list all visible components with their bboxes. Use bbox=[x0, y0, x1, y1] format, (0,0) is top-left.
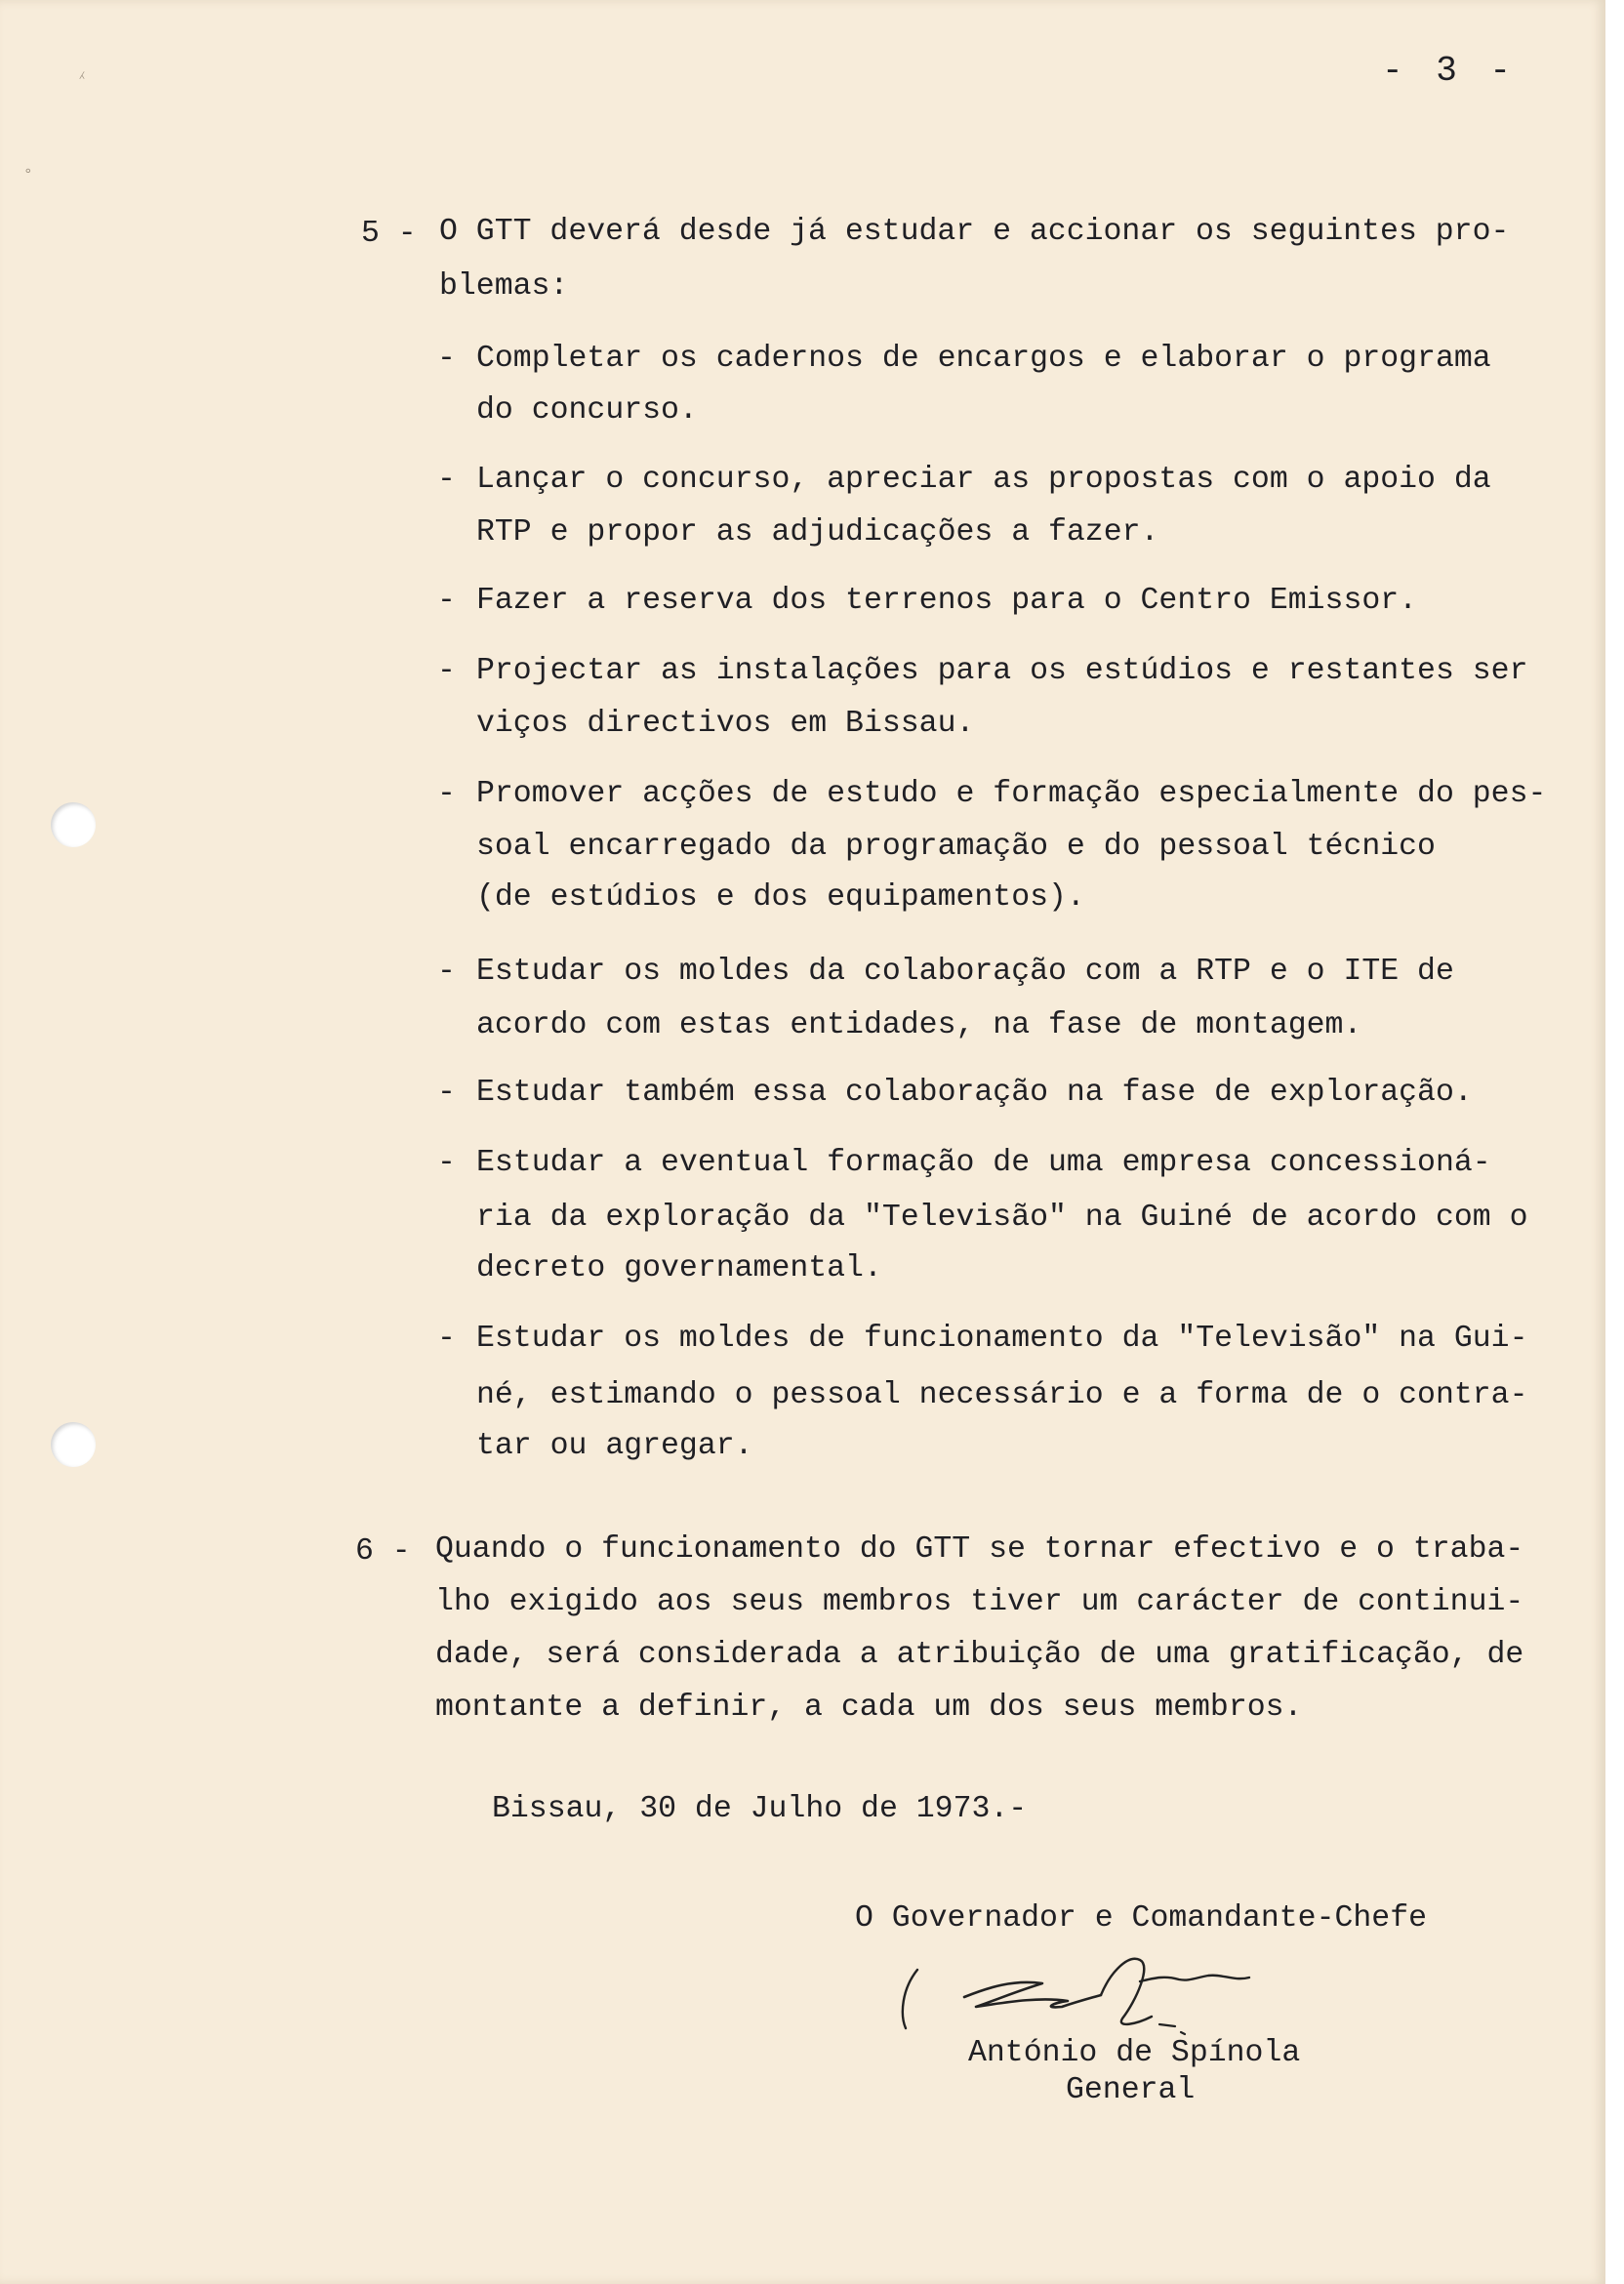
list-dash: - bbox=[437, 1146, 456, 1180]
punch-hole bbox=[51, 802, 96, 847]
list-item-line: Lançar o concurso, apreciar as propostas com o apoio da bbox=[476, 463, 1491, 497]
section-number: 6 - bbox=[355, 1534, 411, 1569]
signatory-name: António de Spínola bbox=[968, 2036, 1301, 2070]
list-item-line: Estudar a eventual formação de uma empresa concessioná- bbox=[476, 1146, 1491, 1180]
list-item-line: decreto governamental. bbox=[476, 1251, 882, 1285]
list-dash: - bbox=[437, 777, 456, 811]
list-dash: - bbox=[437, 1076, 456, 1110]
section-text-line: Quando o funcionamento do GTT se tornar efectivo e o traba- bbox=[435, 1532, 1524, 1567]
section-text-line: montante a definir, a cada um dos seus membros. bbox=[435, 1691, 1303, 1725]
section-text-line: dade, será considerada a atribuição de uma gratificação, de bbox=[435, 1638, 1524, 1672]
list-item-line: RTP e propor as adjudicações a fazer. bbox=[476, 515, 1159, 550]
list-item-line: Completar os cadernos de encargos e elaborar o programa bbox=[476, 342, 1491, 376]
list-dash: - bbox=[437, 584, 456, 618]
list-item-line: Promover acções de estudo e formação especialmente do pes- bbox=[476, 777, 1547, 811]
section-text-line: lho exigido aos seus membros tiver um carácter de continui- bbox=[435, 1585, 1524, 1619]
section-number: 5 - bbox=[361, 217, 417, 251]
list-item-line: viços directivos em Bissau. bbox=[476, 707, 975, 741]
list-item-line: (de estúdios e dos equipamentos). bbox=[476, 880, 1085, 915]
list-dash: - bbox=[437, 463, 456, 497]
signatory-rank: General bbox=[1066, 2073, 1196, 2107]
list-dash: - bbox=[437, 342, 456, 376]
page-edge bbox=[1605, 0, 1624, 2284]
list-item-line: Projectar as instalações para os estúdios e restantes ser bbox=[476, 654, 1528, 688]
list-item-line: do concurso. bbox=[476, 393, 698, 428]
handwritten-signature bbox=[896, 1942, 1316, 2040]
list-dash: - bbox=[437, 955, 456, 989]
section-text-line: O GTT deverá desde já estudar e accionar os seguintes pro- bbox=[439, 215, 1510, 249]
punch-hole bbox=[51, 1422, 96, 1467]
list-item-line: tar ou agregar. bbox=[476, 1429, 753, 1463]
smudge-mark: ° bbox=[23, 166, 33, 184]
list-item-line: né, estimando o pessoal necessário e a forma de o contra- bbox=[476, 1378, 1528, 1412]
list-item-line: Fazer a reserva dos terrenos para o Centro Emissor. bbox=[476, 584, 1418, 618]
list-dash: - bbox=[437, 654, 456, 688]
list-item-line: Estudar os moldes de funcionamento da "Televisão" na Gui- bbox=[476, 1322, 1528, 1356]
list-item-line: Estudar também essa colaboração na fase de exploração. bbox=[476, 1076, 1473, 1110]
list-item-line: acordo com estas entidades, na fase de montagem. bbox=[476, 1008, 1362, 1042]
section-text-line: blemas: bbox=[439, 269, 569, 304]
smudge-mark: ⁁ bbox=[80, 62, 84, 80]
list-item-line: Estudar os moldes da colaboração com a RTP e o ITE de bbox=[476, 955, 1454, 989]
date-line: Bissau, 30 de Julho de 1973.- bbox=[492, 1792, 1028, 1826]
page-number: - 3 - bbox=[1382, 51, 1518, 91]
list-item-line: soal encarregado da programação e do pessoal técnico bbox=[476, 830, 1436, 864]
signatory-title: O Governador e Comandante-Chefe bbox=[855, 1901, 1427, 1936]
list-item-line: ria da exploração da "Televisão" na Guiné de acordo com o bbox=[476, 1201, 1528, 1235]
list-dash: - bbox=[437, 1322, 456, 1356]
